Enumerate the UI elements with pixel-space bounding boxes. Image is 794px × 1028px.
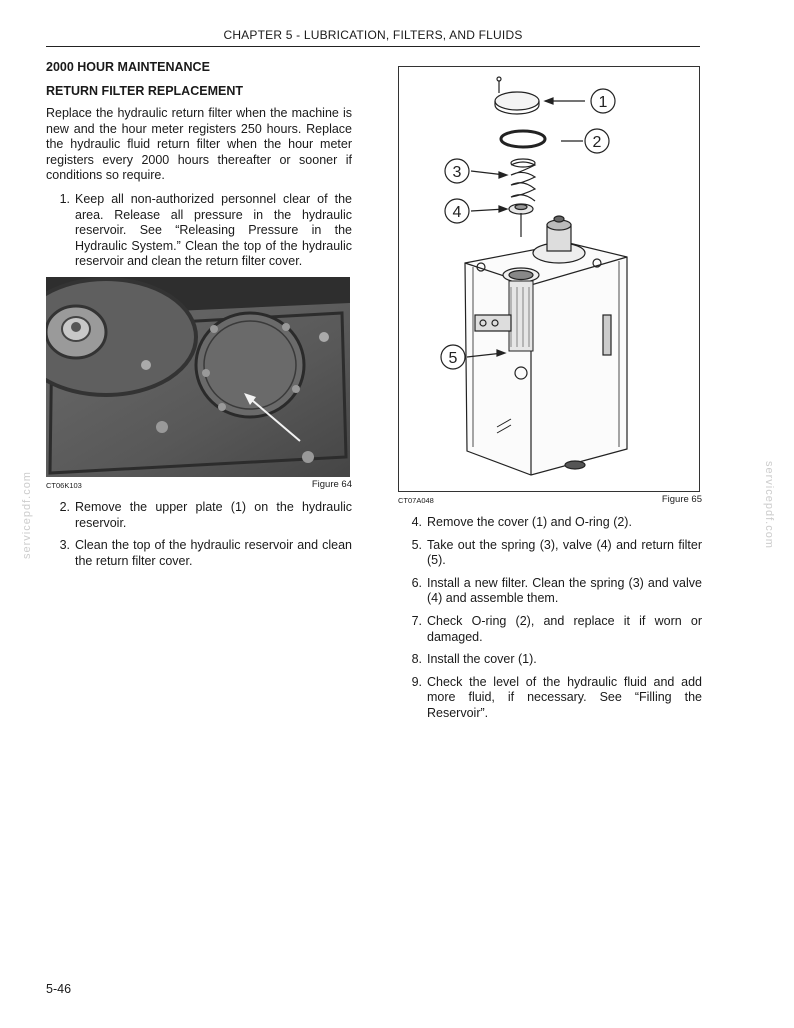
chapter-header: CHAPTER 5 - LUBRICATION, FILTERS, AND FLUIDS bbox=[46, 28, 700, 47]
figure-64-photo bbox=[46, 277, 350, 477]
step-number: 8. bbox=[411, 652, 422, 667]
step-number: 5. bbox=[411, 537, 422, 552]
step-text: Check O-ring (2), and replace it if worn or damaged. bbox=[427, 613, 702, 644]
step-6 bbox=[398, 576, 702, 607]
step-3 bbox=[46, 538, 352, 569]
step-text: Check the level of the hydraulic fluid and add more fluid, if necessary. See “Filling the Reservoir”. bbox=[427, 674, 702, 720]
step-text: Remove the cover (1) and O-ring (2). bbox=[427, 515, 632, 529]
step-number: 3. bbox=[59, 538, 70, 553]
figure-64-caption bbox=[46, 479, 352, 490]
step-number: 9. bbox=[411, 674, 422, 689]
callout-1: 1 bbox=[598, 94, 608, 111]
watermark-right: servicepdf.com bbox=[763, 461, 775, 549]
step-2 bbox=[46, 500, 352, 531]
callout-3: 3 bbox=[452, 164, 462, 181]
step-text: Remove the upper plate (1) on the hydraulic reservoir. bbox=[75, 499, 352, 530]
intro-paragraph: Replace the hydraulic return filter when the machine is new and the hour meter registers 250 hours. Replace the hydraulic fluid return filter when the hour meter registers every 2000 hours thereafter or sooner if conditions so require. bbox=[46, 106, 352, 183]
step-text: Install a new filter. Clean the spring (3) and valve (4) and assemble them. bbox=[427, 575, 702, 606]
step-number: 7. bbox=[411, 613, 422, 628]
step-8 bbox=[398, 652, 702, 668]
figure-code: CT07A048 bbox=[398, 496, 434, 505]
step-number: 2. bbox=[59, 499, 70, 514]
step-1 bbox=[46, 192, 352, 270]
figure-code: CT06K103 bbox=[46, 480, 82, 490]
figure-label: Figure 65 bbox=[661, 494, 702, 505]
step-4 bbox=[398, 515, 702, 531]
subsection-heading: RETURN FILTER REPLACEMENT bbox=[46, 84, 243, 98]
section-heading: 2000 HOUR MAINTENANCE bbox=[46, 60, 210, 74]
callout-2: 2 bbox=[592, 134, 602, 151]
left-column bbox=[46, 58, 352, 576]
step-text: Take out the spring (3), valve (4) and return filter (5). bbox=[427, 537, 702, 568]
steps-list bbox=[398, 515, 702, 722]
figure-label: Figure 64 bbox=[311, 478, 352, 490]
step-text: Clean the top of the hydraulic reservoir and clean the return filter cover. bbox=[75, 538, 352, 568]
step-text: Install the cover (1). bbox=[427, 652, 537, 667]
callout-5: 5 bbox=[448, 350, 458, 367]
callout-4: 4 bbox=[452, 204, 462, 221]
figure-65-diagram bbox=[398, 66, 700, 492]
filter-exploded-diagram bbox=[399, 67, 699, 491]
watermark-left: servicepdf.com bbox=[21, 471, 33, 559]
step-7 bbox=[398, 614, 702, 645]
step-number: 1. bbox=[59, 191, 70, 206]
right-column bbox=[398, 66, 702, 729]
step-9 bbox=[398, 675, 702, 722]
step-number: 4. bbox=[411, 515, 422, 529]
page-number: 5-46 bbox=[46, 982, 72, 996]
step-text: Keep all non-authorized personnel clear of the area. Release all pressure in the hydraulic reservoir. See “Releasing Pressure in the Hydraulic System.” Clean the top of the hydraulic reservoir and clean the return filter cover. bbox=[75, 191, 352, 269]
step-number: 6. bbox=[411, 575, 422, 590]
reservoir-top-photo bbox=[46, 277, 350, 477]
figure-65-caption bbox=[398, 494, 702, 505]
step-5 bbox=[398, 538, 702, 569]
